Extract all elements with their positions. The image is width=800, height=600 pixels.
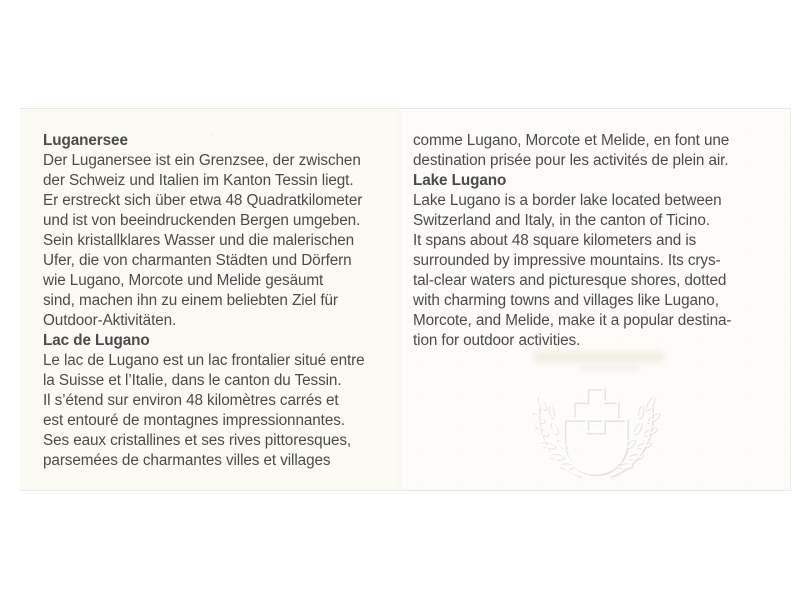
section-heading: Luganersee xyxy=(43,132,128,149)
text-line: parsemées de charmantes villes et villages xyxy=(43,452,331,469)
text-line: Outdoor-Aktivitäten. xyxy=(43,312,177,329)
text-line: Il s’étend sur environ 48 kilomètres carrés et xyxy=(43,392,339,409)
text-line: Er erstreckt sich über etwa 48 Quadratkilometer xyxy=(43,192,363,209)
text-line: destination prisée pour les activités de plein air. xyxy=(413,152,729,169)
text-line: Ses eaux cristallines et ses rives pittoresques, xyxy=(43,432,352,449)
column-left xyxy=(43,131,383,471)
text-line: with charming towns and villages like Lugano, xyxy=(413,292,719,309)
text-line: est entouré de montagnes impressionnantes. xyxy=(43,412,345,429)
text-line: Der Luganersee ist ein Grenzsee, der zwischen xyxy=(43,152,361,169)
text-line: Morcote, and Melide, make it a popular destina- xyxy=(413,312,732,329)
text-line: tion for outdoor activities. xyxy=(413,332,581,349)
booklet-scan xyxy=(20,108,791,491)
text-line: comme Lugano, Morcote et Melide, en font une xyxy=(413,132,730,149)
text-line: Ufer, die von charmanten Städten und Dörfern xyxy=(43,252,352,269)
text-line: surrounded by impressive mountains. Its crys- xyxy=(413,252,721,269)
text-line: la Suisse et l’Italie, dans le canton du Tessin. xyxy=(43,372,342,389)
swiss-cross-laurel-wreath-embossed-emblem-icon xyxy=(505,365,685,485)
text-line: Switzerland and Italy, in the canton of Ticino. xyxy=(413,212,710,229)
text-line: und ist von beeindruckenden Bergen umgeben. xyxy=(43,212,361,229)
print-through-smudge xyxy=(533,351,665,363)
text-line: sind, machen ihn zu einem beliebten Ziel für xyxy=(43,292,338,309)
text-line: tal-clear waters and picturesque shores, dotted xyxy=(413,272,727,289)
text-line: It spans about 48 square kilometers and is xyxy=(413,232,697,249)
text-line: Sein kristallklares Wasser und die malerischen xyxy=(43,232,355,249)
section-heading: Lac de Lugano xyxy=(43,332,150,349)
section-heading: Lake Lugano xyxy=(413,172,507,189)
text-line: der Schweiz und Italien im Kanton Tessin liegt. xyxy=(43,172,354,189)
text-line: wie Lugano, Morcote und Melide gesäumt xyxy=(43,272,324,289)
text-line: Le lac de Lugano est un lac frontalier situé entre xyxy=(43,352,365,369)
text-line: Lake Lugano is a border lake located between xyxy=(413,192,722,209)
column-right xyxy=(413,131,765,351)
center-fold xyxy=(398,109,401,490)
